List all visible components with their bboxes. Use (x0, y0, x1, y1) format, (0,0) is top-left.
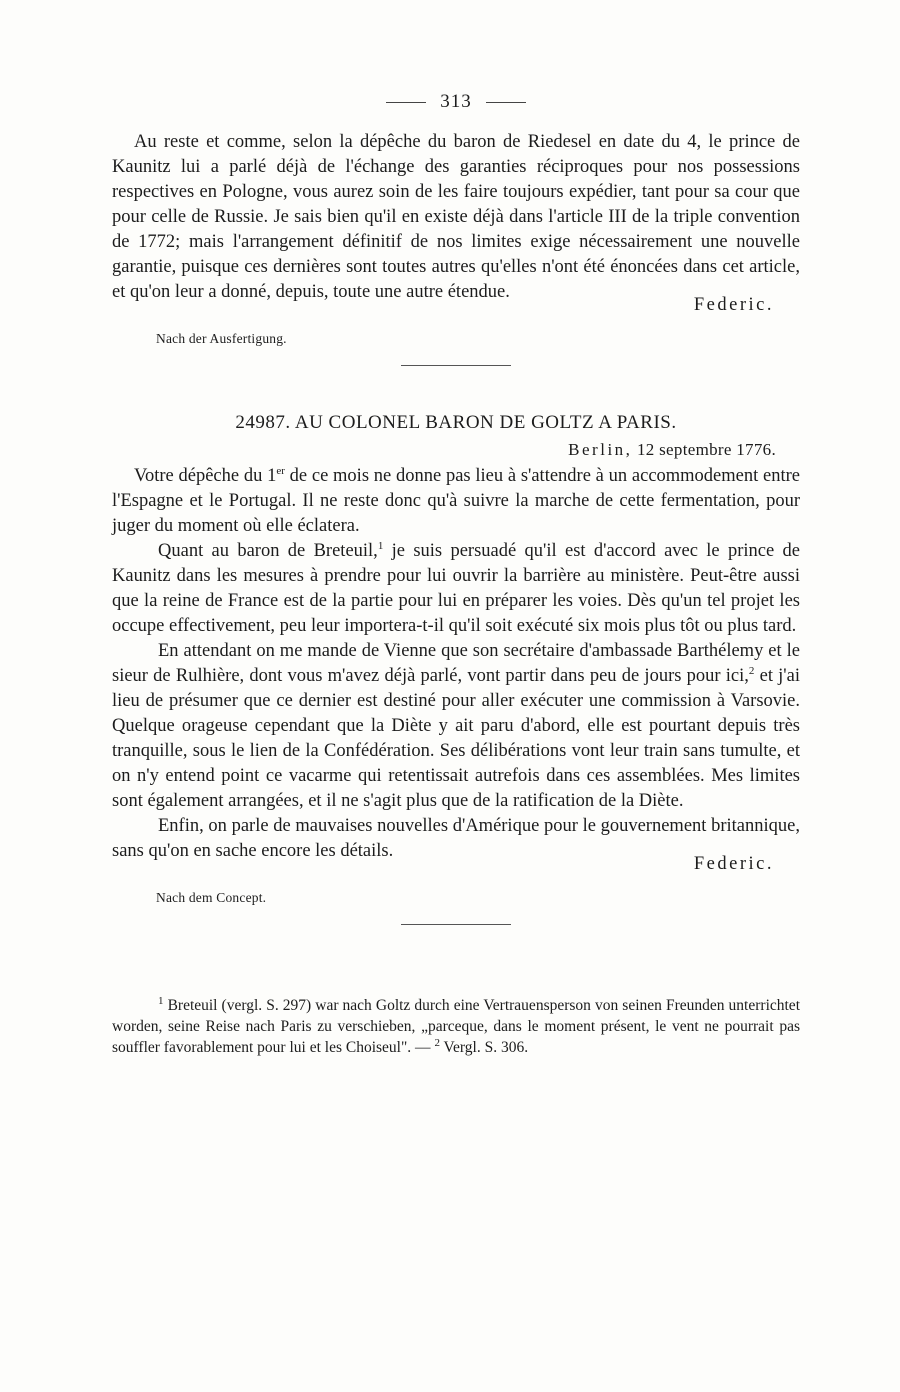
footnote-ref-2: 2 (748, 664, 755, 677)
letter2-source-note: Nach dem Concept. (156, 890, 267, 905)
footnote-2-text: Vergl. S. 306. (439, 1039, 529, 1056)
letter1-signature: Federic. (693, 295, 774, 315)
page (112, 82, 800, 1058)
letter1-paragraph: Au reste et comme, selon la dépêche du baron de Riedesel en date du 4, le prince de Kaunitz lui a parlé déjà de l'échange des garanties réciproques pour nos possessions respectives en Pologne, vous aurez soin de les faire toujours expédier, tant pour sa cour que pour celle de Russie. Je sais bien qu'il en existe déjà dans l'article III de la triple convention de 1772; mais l'arrangement définitif de nos limites exige nécessairement une nouvelle garantie, puisque ces dernières sont toutes autres qu'elles n'ont été énoncées dans cet article, et qu'on leur a donné, depuis, toute une autre étendue. (112, 132, 800, 302)
letter2-title: 24987. AU COLONEL BARON DE GOLTZ A PARIS. (235, 412, 677, 433)
footnote-separator (401, 924, 511, 925)
footnote-1-text: Breteuil (vergl. S. 297) war nach Goltz durch eine Vertrauensperson von seinen Freunden unterrichtet worden, seine Reise nach Paris zu verschieben, „parceque, dans le moment présent, le vent ne pourrait pas souffler favorablement pour lui et les Choiseul". — (112, 997, 800, 1056)
p1-text-a: Votre dépêche du 1 (134, 466, 277, 486)
footnote (112, 995, 800, 1058)
dateline-date: 12 septembre 1776. (636, 440, 776, 459)
p3-text-b: et j'ai lieu de présumer que ce dernier est destiné pour aller exécuter une commission à Varsovie. Quelque orageuse cependant que la Diète y ait paru d'abord, elle est pourtant depuis très tranquille, sous le lien de la Confédération. Ses délibérations vont leur train sans tumulte, et on n'y entend point ce vacarme qui retentissait autrefois dans ces assemblées. Mes limites sont également arrangées, et il ne s'agit plus que de la ratification de la Diète. (112, 666, 800, 811)
section-separator (401, 365, 511, 366)
letter1-closing (112, 295, 800, 333)
letter2-dateline (112, 440, 776, 460)
footnote-mark-1: 1 (158, 994, 164, 1007)
letter2-paragraph-1 (112, 464, 800, 539)
header-rule-left (386, 102, 426, 103)
footnote-ref-1: 1 (377, 539, 384, 552)
footnote-mark-2: 2 (434, 1036, 440, 1049)
letter2-paragraph-4: Enfin, on parle de mauvaises nouvelles d'Amérique pour le gouvernement britannique, sans qu'on en sache encore les détails. (112, 816, 800, 861)
running-header (112, 82, 800, 122)
letter2-paragraph-2 (112, 539, 800, 639)
header-rule-right (486, 102, 526, 103)
dateline-city: Berlin, (568, 440, 633, 459)
p3-text-a: En attendant on me mande de Vienne que son secrétaire d'ambassade Barthélemy et le sieur de Rulhière, dont vous m'avez déjà parlé, vont partir dans peu de jours pour ici, (112, 641, 800, 686)
page-number: 313 (440, 91, 472, 112)
letter2-signature: Federic. (693, 854, 774, 874)
letter1-source-note: Nach der Ausfertigung. (156, 331, 287, 346)
p2-text-b: je suis persuadé qu'il est d'accord avec le prince de Kaunitz dans les mesures à prendre pour lui ouvrir la barrière au ministère. Peut-être aussi que la reine de France est de la partie pour lui en préparer les voies. Dès qu'un tel projet les occupe effectivement, peu leur importera-t-il qu'il soit exécuté six mois plus tôt ou plus tard. (112, 541, 800, 636)
p1-text-b: de ce mois ne donne pas lieu à s'attendre à un accommodement entre l'Espagne et le Portugal. Il ne reste donc qu'à suivre la marche de cette fermentation, pour juger du moment où elle éclatera. (112, 466, 800, 536)
letter2-closing (112, 854, 800, 892)
footnotes (112, 995, 800, 1058)
p1-superscript: er (276, 464, 285, 477)
p2-text-a: Quant au baron de Breteuil, (158, 541, 378, 561)
letter2-paragraph-3 (112, 639, 800, 814)
